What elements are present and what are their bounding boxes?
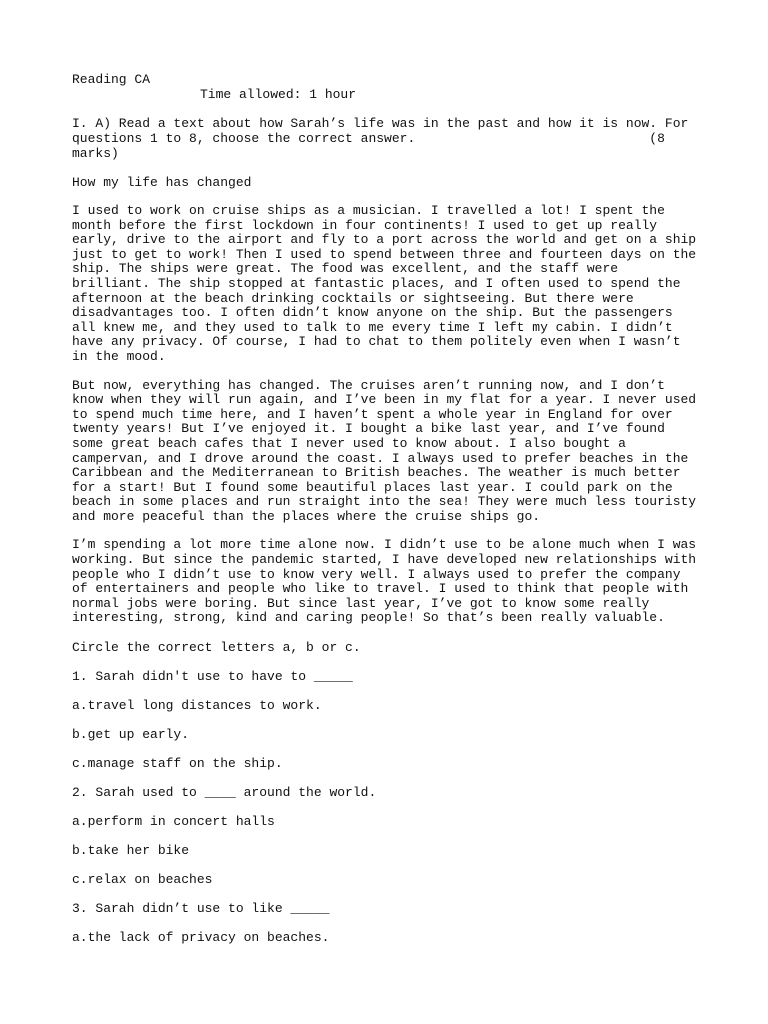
question-2-option-a[interactable]: a.perform in concert halls <box>72 814 275 830</box>
question-2-stem: 2. Sarah used to ____ around the world. <box>72 785 377 801</box>
question-3-option-a[interactable]: a.the lack of privacy on beaches. <box>72 930 330 946</box>
instruction-line-3: marks) <box>72 146 119 161</box>
text-title: How my life has changed <box>72 175 252 190</box>
paragraph-3: I’m spending a lot more time alone now. I didn’t use to be alone much when I was working. But since the pandemic started, I have developed new relationships with people who I didn’t use to know very well. I always used to prefer the company of entertainers and people who like to travel. I used to think that people with normal jobs were boring. But since last year, I’ve got to know some really interesting, strong, kind and caring people! So that’s been really valuable. <box>72 537 697 626</box>
question-1-option-c[interactable]: c.manage staff on the ship. <box>72 756 283 772</box>
document-page <box>72 72 700 945</box>
question-1-option-a[interactable]: a.travel long distances to work. <box>72 698 322 714</box>
question-1-stem: 1. Sarah didn't use to have to _____ <box>72 669 353 685</box>
question-2-option-c[interactable]: c.relax on beaches <box>72 872 213 888</box>
question-3-stem: 3. Sarah didn’t use to like _____ <box>72 901 330 917</box>
task-instruction: Circle the correct letters a, b or c. <box>72 640 361 656</box>
instruction-line-1: I. A) Read a text about how Sarah’s life was in the past and how it is now. For <box>72 116 689 131</box>
question-2-option-b[interactable]: b.take her bike <box>72 843 190 859</box>
paragraph-2: But now, everything has changed. The cruises aren’t running now, and I don’t know when they will run again, and I’ve been in my flat for a year. I never used to spend much time here, and I haven’t spent a whole year in England for over twenty years! But I’ve enjoyed it. I bought a bike last year, and I’ve found some great beach cafes that I never used to know about. I also bought a campervan, and I drove around the coast. I always used to prefer beaches in the Caribbean and the Mediterranean to British beaches. The weather is much better for a start! But I found some beautiful places last year. I could park on the beach in some places and run straight into the sea! They were much less touristy and more peaceful than the places where the cruise ships go. <box>72 377 697 524</box>
document-title: Reading CA <box>72 72 151 87</box>
paragraph-1: I used to work on cruise ships as a musician. I travelled a lot! I spent the month before the first lockdown in four continents! I used to get up really early, drive to the airport and fly to a port across the world and get on a ship just to get to work! Then I used to spend between three and fourteen days on the ship. The ships were great. The food was excellent, and the staff were brilliant. The ship stopped at fantastic places, and I often used to spend the afternoon at the beach drinking cocktails or sightseeing. But there were disadvantages too. I often didn’t know anyone on the ship. But the passengers all knew me, and they used to talk to me every time I left my cabin. I didn’t have any privacy. Of course, I had to chat to them politely even when I wasn’t in the mood. <box>72 203 697 364</box>
time-allowed: Time allowed: 1 hour <box>200 87 357 102</box>
question-1-option-b[interactable]: b.get up early. <box>72 727 190 743</box>
instruction-line-2: questions 1 to 8, choose the correct answer. (8 <box>72 131 665 146</box>
